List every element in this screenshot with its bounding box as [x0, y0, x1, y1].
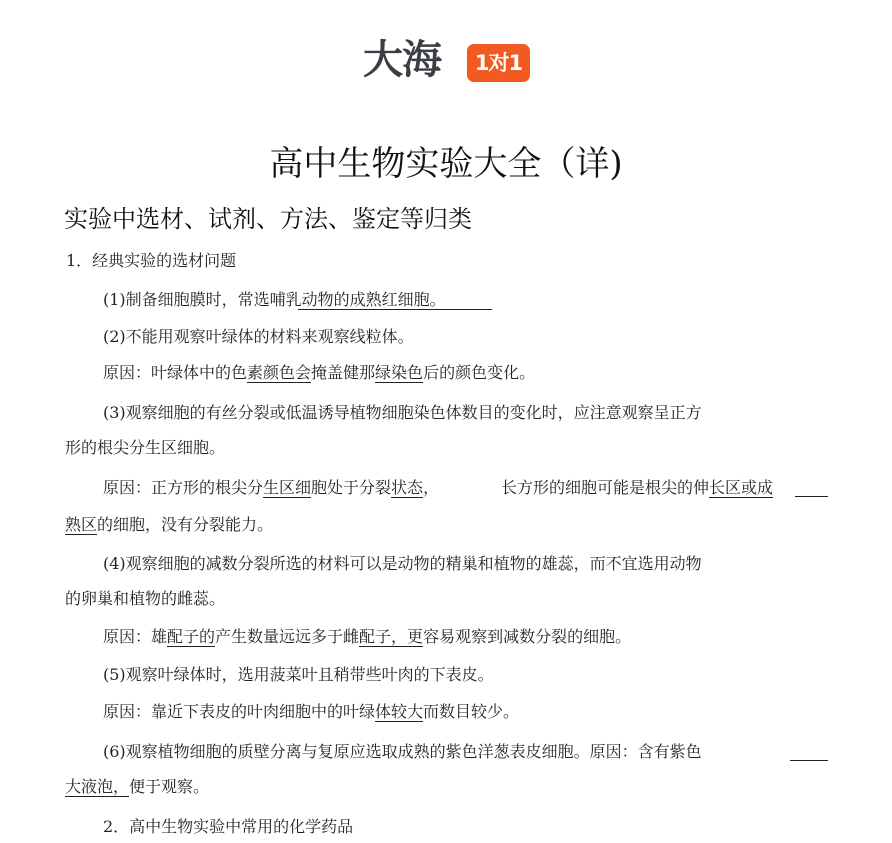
underlined-text: 配子的: [167, 627, 216, 646]
paragraph-reason-3-line-2: [65, 513, 273, 537]
paragraph-item-6-line-2: [65, 775, 209, 799]
text-run: 产生数量远远多于雌: [215, 627, 360, 646]
text-run: 原因：雄: [103, 627, 168, 646]
underlined-text: 状态: [391, 478, 424, 497]
paragraph-reason-5: [103, 700, 519, 724]
paragraph-reason-3-part-2: [501, 476, 773, 500]
text-run: 容易观察到减数分裂的细胞。: [423, 627, 632, 646]
fill-blank-6: [790, 760, 828, 761]
text-run: ，: [423, 478, 440, 497]
logo-badge: 1对1: [467, 44, 530, 82]
fill-blank-3: [795, 496, 828, 497]
item-1-text: (1)制备细胞膜时，常选哺乳动物的成熟红细胞。: [103, 290, 446, 309]
paragraph-item-6-line-1: (6)观察植物细胞的质壁分离与复原应选取成熟的紫色洋葱表皮细胞。原因：含有紫色: [103, 742, 702, 761]
underlined-text: 熟区: [65, 515, 98, 534]
paragraph-item-3-line-1: (3)观察细胞的有丝分裂或低温诱导植物细胞染色体数目的变化时，应注意观察呈正方: [103, 403, 702, 422]
text-run: 原因：靠近下表皮的叶肉细胞中的叶绿: [103, 702, 376, 721]
underlined-text: 长区或成: [709, 478, 774, 497]
paragraph-item-4-line-2: 的卵巢和植物的雌蕊。: [65, 589, 226, 608]
underlined-text: 绿染色: [375, 363, 424, 382]
section-heading-1: 1．经典实验的选材问题: [66, 251, 237, 270]
paragraph-reason-2: [103, 361, 535, 385]
underlined-text: 配子，更: [359, 627, 424, 646]
fill-blank-1: [298, 309, 492, 310]
text-run: 原因：正方形的根尖分: [103, 478, 264, 497]
text-run: 而数目较少。: [423, 702, 520, 721]
underlined-text: 体较大: [375, 702, 424, 721]
paragraph-reason-4: [103, 625, 631, 649]
paragraph-item-2: (2)不能用观察叶绿体的材料来观察线粒体。: [103, 327, 414, 346]
text-run: 胞处于分裂: [311, 478, 392, 497]
text-run: 长方形的细胞可能是根尖的伸: [501, 478, 710, 497]
text-run: 后的颜色变化。: [423, 363, 536, 382]
text-run: 掩盖健那: [311, 363, 376, 382]
underlined-text: 素颜色会: [247, 363, 312, 382]
document-subtitle: 实验中选材、试剂、方法、鉴定等归类: [64, 205, 472, 233]
paragraph-reason-3-part-1: [103, 476, 439, 500]
text-run: 原因：叶绿体中的色: [103, 363, 248, 382]
document-title: 高中生物实验大全（详): [269, 144, 623, 184]
text-run: 便于观察。: [129, 777, 210, 796]
text-run: 的细胞，没有分裂能力。: [97, 515, 274, 534]
underlined-text: 生区细: [263, 478, 312, 497]
section-heading-2: 2．高中生物实验中常用的化学药品: [103, 817, 354, 836]
paragraph-item-4-line-1: (4)观察细胞的减数分裂所选的材料可以是动物的精巢和植物的雄蕊，而不宜选用动物: [103, 554, 702, 573]
paragraph-item-3-line-2: 形的根尖分生区细胞。: [65, 438, 226, 457]
logo-text: 大海: [363, 37, 441, 83]
underlined-text: 大液泡，: [65, 777, 130, 796]
paragraph-item-5: (5)观察叶绿体时，选用菠菜叶且稍带些叶肉的下表皮。: [103, 665, 494, 684]
